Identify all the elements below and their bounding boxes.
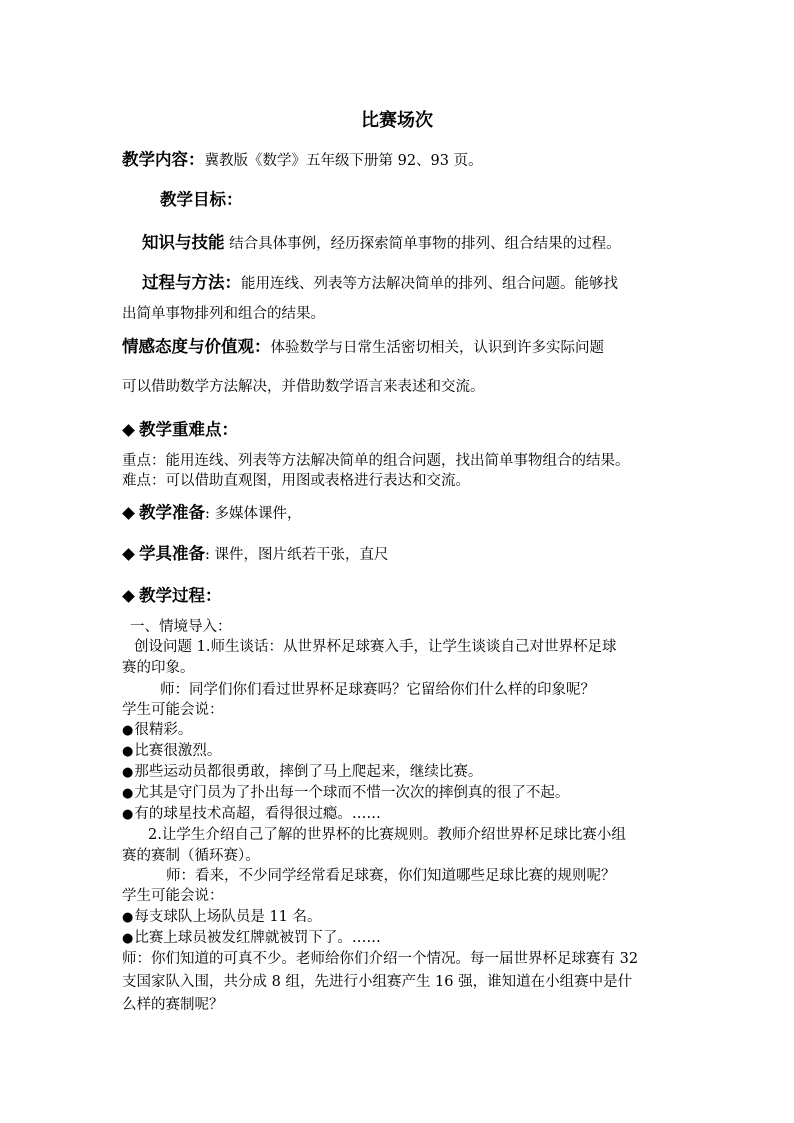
text-line: 学生可能会说： (122, 888, 224, 904)
process-heading: 教学过程： (139, 586, 222, 605)
list-item (122, 741, 221, 762)
list-item (122, 762, 482, 783)
process-label: 过程与方法： (142, 273, 241, 292)
list-item-text: 有的球星技术高超，看得很过瘾。…… (134, 806, 381, 822)
knowledge-text: 结合具体事例，经历探索简单事物的排列、组合结果的过程。 (229, 236, 621, 252)
text-line: 么样的赛制呢？ (122, 997, 224, 1013)
list-item-text: 比赛很激烈。 (134, 743, 222, 759)
text-line: 赛的赛制（循环赛）。 (122, 848, 260, 864)
key-points-heading: 教学重难点： (139, 420, 238, 439)
list-item-text: 每支球队上场队员是 11 名。 (134, 909, 322, 925)
process-line-1 (142, 273, 618, 294)
knowledge-label: 知识与技能 (142, 233, 225, 252)
process-heading-line (122, 586, 222, 607)
emotion-label: 情感态度与价值观： (122, 337, 271, 356)
bullet-dot-icon: ● (122, 744, 134, 759)
prep-text: : 多媒体课件， (205, 506, 302, 522)
bullet-dot-icon: ● (122, 765, 134, 780)
bullet-dot-icon: ● (122, 723, 134, 738)
content-label: 教学内容： (122, 150, 205, 169)
text-line: 师：你们知道的可真不少。老师给你们介绍一个情况。每一届世界杯足球赛有 32 (122, 951, 639, 967)
bullet-dot-icon: ● (122, 910, 134, 925)
tools-text: : 课件，图片纸若干张，直尺 (205, 547, 389, 563)
list-item-text: 很精彩。 (134, 722, 193, 738)
text-line: 创设问题 1.师生谈话：从世界杯足球赛入手，让学生谈谈自己对世界杯足球 (134, 639, 617, 655)
difficulty-line: 难点：可以借助直观图，用图或表格进行表达和交流。 (122, 473, 470, 489)
prep-label: 教学准备 (139, 503, 205, 522)
text-line: 师：同学们你们看过世界杯足球赛吗？它留给你们什么样的印象呢？ (160, 682, 595, 698)
process-line-2: 出简单事物排列和组合的结果。 (122, 306, 325, 322)
focus-line: 重点：能用连线、列表等方法解决简单的组合问题，找出简单事物组合的结果。 (122, 453, 630, 469)
diamond-bullet-icon (122, 507, 135, 520)
intro-heading: 一、情境导入： (130, 619, 232, 635)
diamond-bullet-icon (122, 548, 135, 561)
list-item (122, 720, 192, 741)
tools-label: 学具准备 (139, 544, 205, 563)
emotion-line-2: 可以借助数学方法解决，并借助数学语言来表述和交流。 (122, 379, 485, 395)
text-line: 支国家队入围，共分成 8 组，先进行小组赛产生 16 强，谁知道在小组赛中是什 (122, 974, 633, 990)
list-item (122, 928, 381, 949)
bullet-dot-icon: ● (122, 786, 134, 801)
content-line (122, 150, 483, 171)
content-text: 冀教版《数学》五年级下册第 92、93 页。 (204, 153, 483, 169)
list-item-text: 那些运动员都很勇敢，摔倒了马上爬起来，继续比赛。 (134, 764, 483, 780)
text-line: 学生可能会说： (122, 702, 224, 718)
emotion-line-1 (122, 337, 604, 358)
page-title: 比赛场次 (361, 110, 433, 131)
text-line: 2.让学生介绍自己了解的世界杯的比赛规则。教师介绍世界杯足球比赛小组 (148, 827, 626, 843)
key-points-heading-line (122, 420, 238, 441)
emotion-text-1: 体验数学与日常生活密切相关，认识到许多实际问题 (270, 340, 604, 356)
tools-line (122, 544, 389, 565)
goals-heading: 教学目标： (160, 190, 243, 209)
process-text-1: 能用连线、列表等方法解决简单的排列、组合问题。能够找 (241, 276, 618, 292)
knowledge-line (142, 233, 621, 254)
list-item-text: 尤其是守门员为了扑出每一个球而不惜一次次的摔倒真的很了不起。 (134, 785, 570, 801)
list-item (122, 907, 322, 928)
list-item-text: 比赛上球员被发红牌就被罚下了。…… (134, 930, 381, 946)
text-line: 赛的印象。 (122, 660, 195, 676)
bullet-dot-icon: ● (122, 931, 134, 946)
prep-line (122, 503, 302, 524)
list-item (122, 804, 381, 825)
text-line: 师：看来，不少同学经常看足球赛，你们知道哪些足球比赛的规则呢？ (166, 868, 616, 884)
diamond-bullet-icon (122, 590, 135, 603)
list-item (122, 783, 569, 804)
diamond-bullet-icon (122, 424, 135, 437)
bullet-dot-icon: ● (122, 807, 134, 822)
